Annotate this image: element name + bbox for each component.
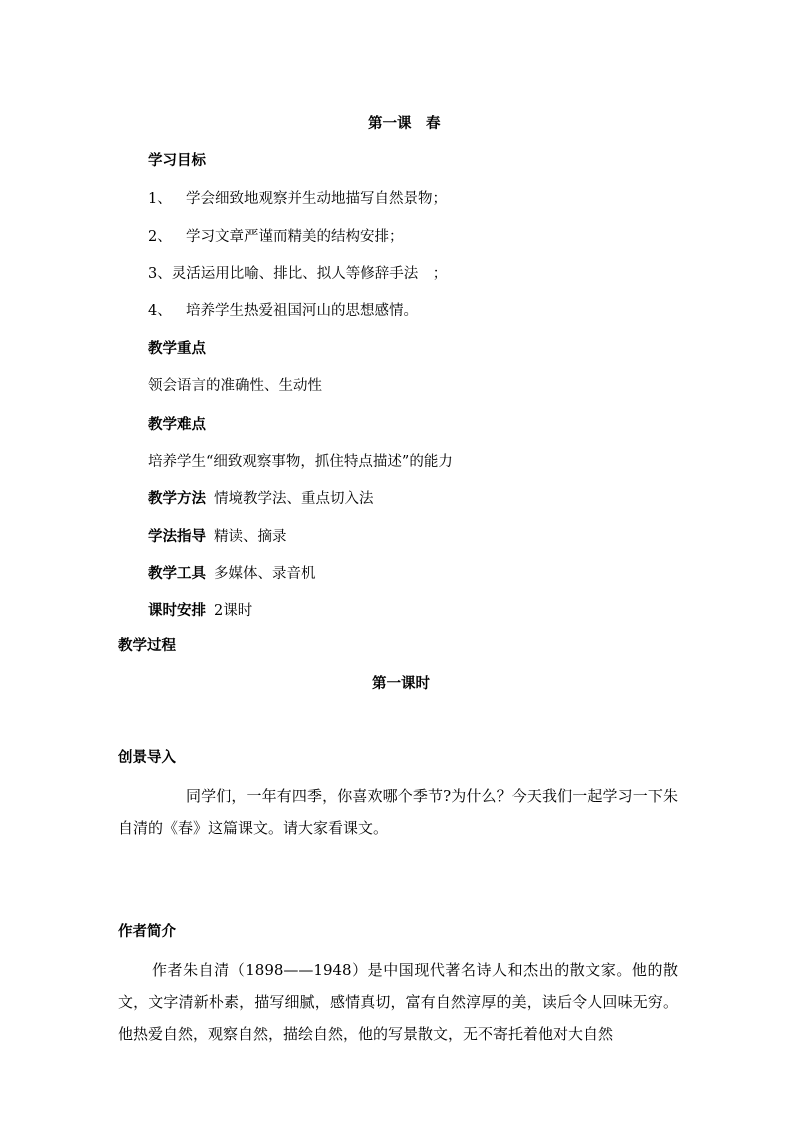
objective-text: 灵活运用比喻、排比、拟人等修辞手法 ； bbox=[171, 266, 448, 282]
intro-heading: 创景导入 bbox=[118, 749, 176, 766]
study-guide-label: 学法指导 bbox=[148, 528, 206, 545]
difficulties-heading: 教学难点 bbox=[148, 416, 206, 433]
tools-label: 教学工具 bbox=[148, 565, 206, 582]
schedule-row bbox=[148, 601, 252, 621]
key-points-text: 领会语言的准确性、生动性 bbox=[148, 378, 322, 394]
difficulties-text: 培养学生“细致观察事物，抓住特点描述”的能力 bbox=[148, 454, 453, 470]
author-heading: 作者简介 bbox=[118, 923, 176, 940]
objectives-heading: 学习目标 bbox=[148, 152, 206, 169]
method-label: 教学方法 bbox=[148, 490, 206, 507]
objective-text: 学习文章严谨而精美的结构安排； bbox=[186, 229, 404, 245]
method-row bbox=[148, 489, 374, 509]
period-title: 第一课时 bbox=[372, 675, 430, 692]
objective-number: 1、 bbox=[148, 191, 172, 207]
objective-item bbox=[148, 227, 404, 247]
process-heading: 教学过程 bbox=[118, 637, 176, 654]
method-value: 情境教学法、重点切入法 bbox=[214, 491, 374, 507]
objective-text: 学会细致地观察并生动地描写自然景物； bbox=[186, 191, 447, 207]
objective-number: 2、 bbox=[148, 229, 172, 245]
objective-item bbox=[148, 301, 418, 321]
author-paragraph: 作者朱自清（1898——1948）是中国现代著名诗人和杰出的散文家。他的散文，文字清新朴素，描写细腻，感情真切，富有自然淳厚的美，读后令人回味无穷。他热爱自然，观察自然，描绘自然，他的写景散文，无不寄托着他对大自然 bbox=[118, 961, 678, 1043]
objective-text: 培养学生热爱祖国河山的思想感情。 bbox=[186, 303, 418, 319]
objective-number: 3、 bbox=[148, 266, 172, 282]
objective-number: 4、 bbox=[148, 303, 172, 319]
study-guide-row bbox=[148, 527, 287, 547]
schedule-label: 课时安排 bbox=[148, 602, 206, 619]
intro-paragraph: 同学们，一年有四季，你喜欢哪个季节?为什么？今天我们一起学习一下朱自清的《春》这篇课文。请大家看课文。 bbox=[118, 787, 678, 837]
key-points-heading: 教学重点 bbox=[148, 340, 206, 357]
tools-row bbox=[148, 564, 316, 584]
objective-item bbox=[148, 264, 447, 284]
schedule-value: 2课时 bbox=[214, 603, 253, 619]
lesson-title: 第一课 春 bbox=[368, 115, 441, 132]
objective-item bbox=[148, 189, 447, 209]
tools-value: 多媒体、录音机 bbox=[214, 566, 316, 582]
study-guide-value: 精读、摘录 bbox=[214, 529, 287, 545]
